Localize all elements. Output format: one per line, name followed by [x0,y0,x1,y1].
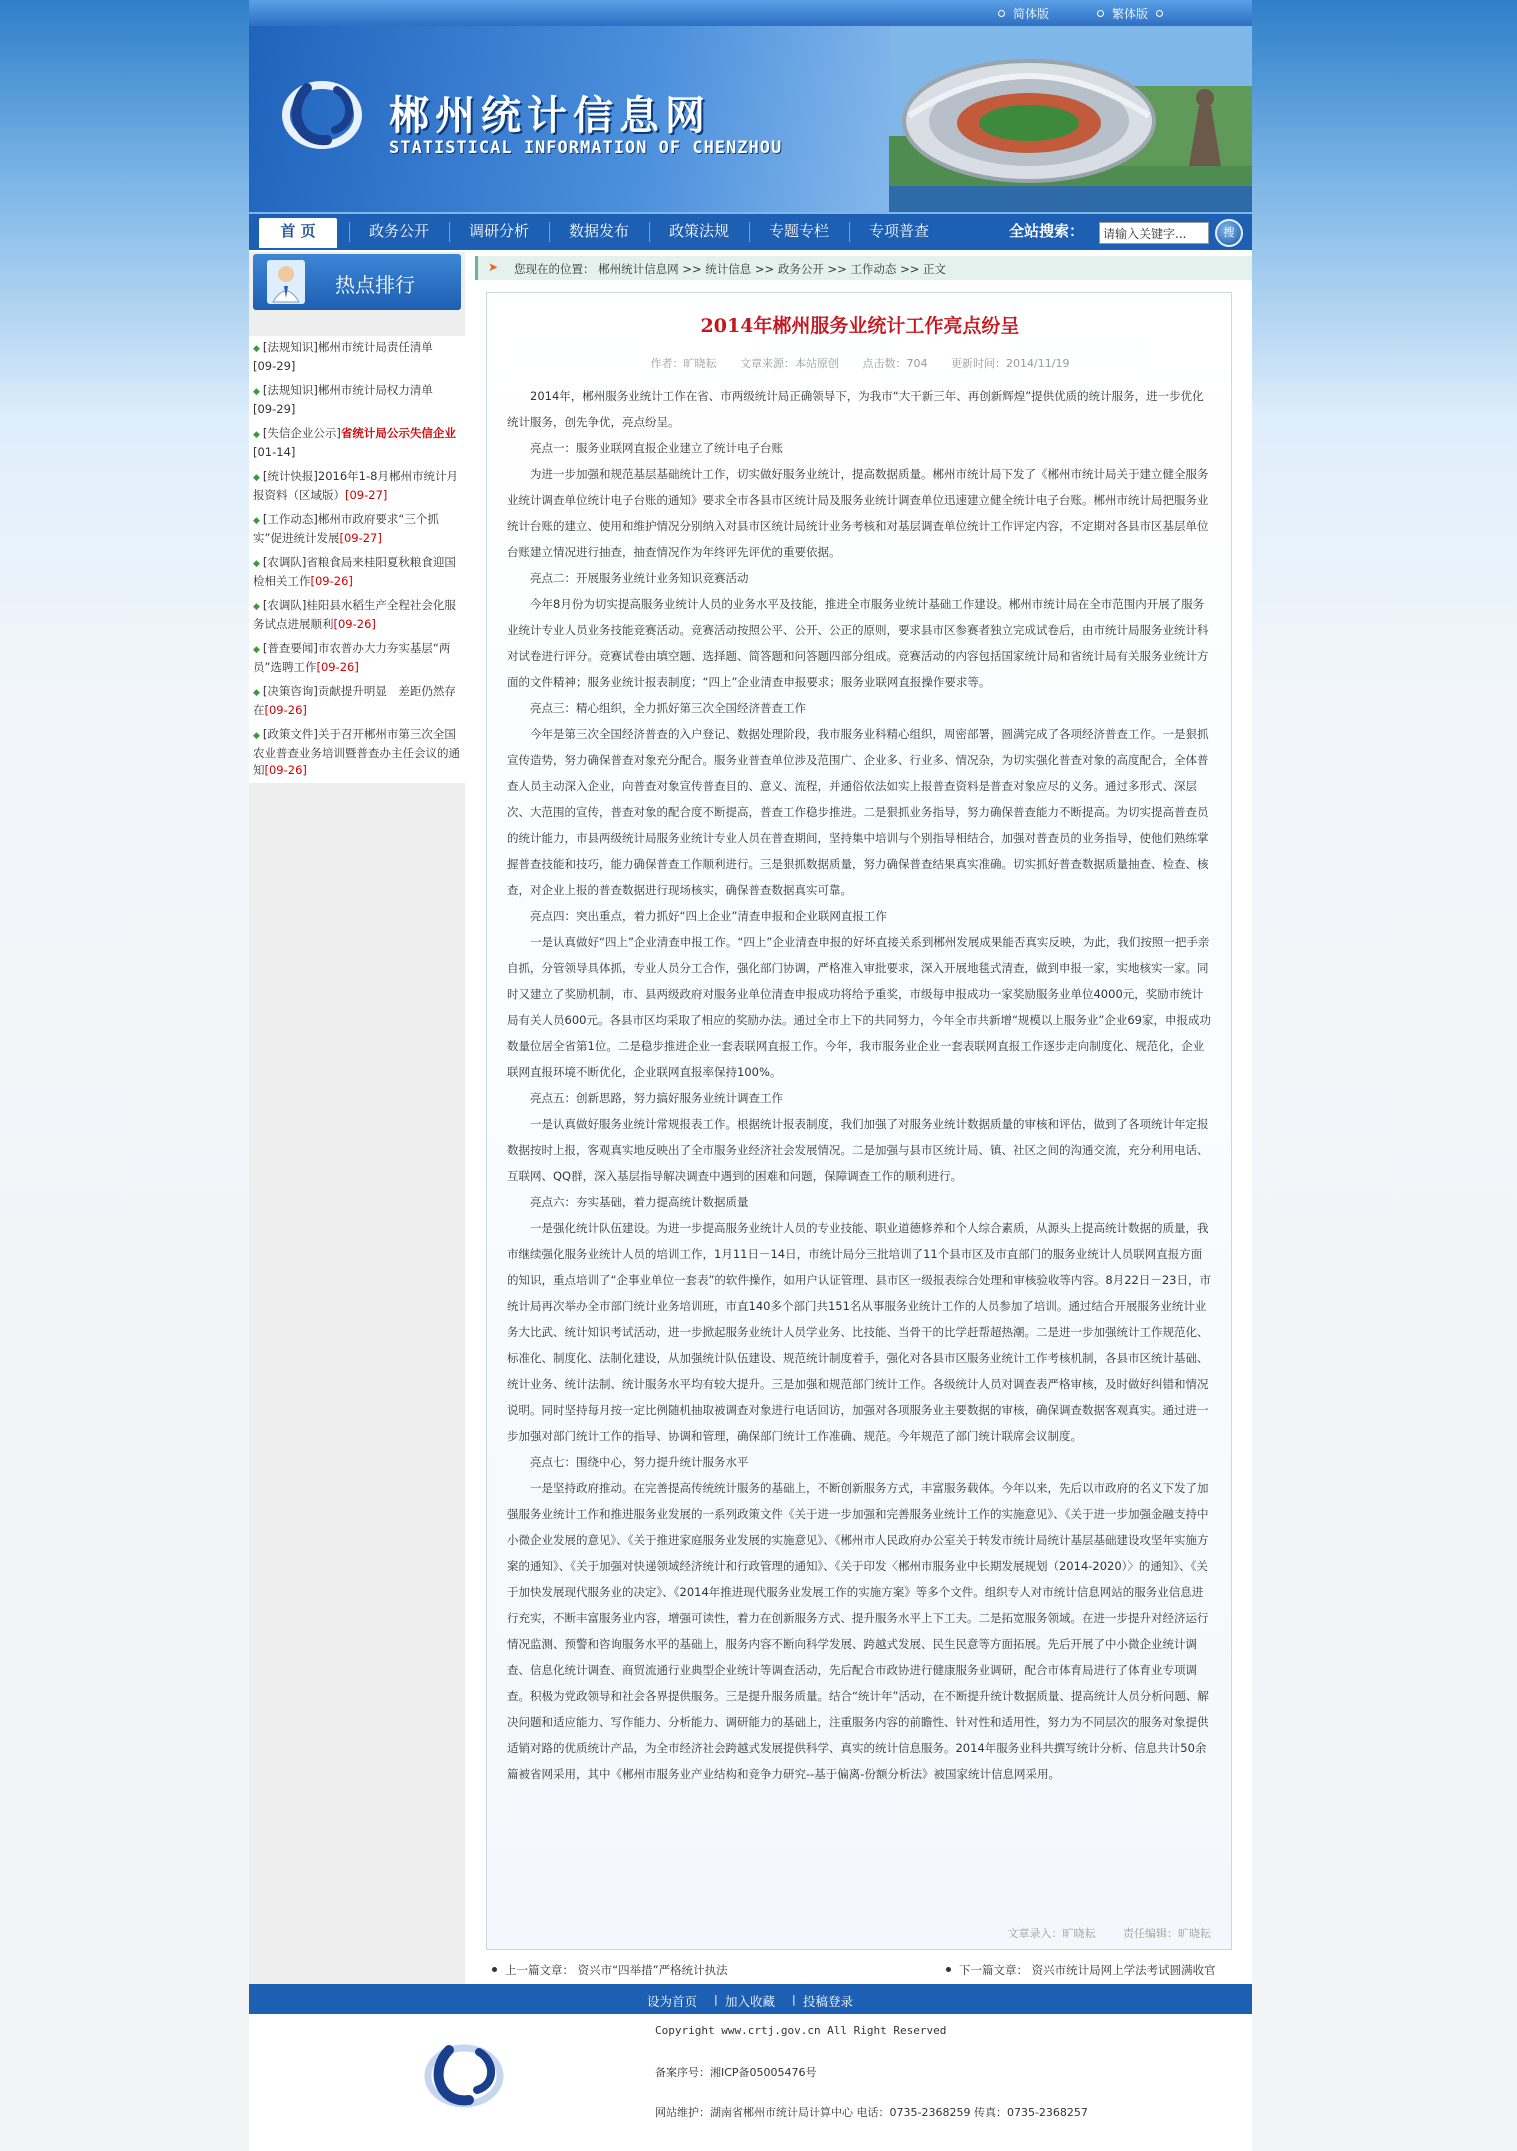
stadium-image [889,26,1252,212]
article-container [486,292,1232,1950]
nav-item-home[interactable]: 首 页 [259,218,337,248]
article-paragraph: 亮点二：开展服务业统计业务知识竞赛活动 [530,571,749,585]
add-favorite-link[interactable]: 加入收藏 [725,1994,776,2009]
site-logo-icon [277,68,367,158]
search-label: 全站搜索： [1009,222,1085,240]
arrow-icon: ◆ [253,473,260,483]
article-author: 作者：旷晓耘 [650,357,717,370]
article-paragraph: 一是坚持政府推动。在完善提高传统统计服务的基础上，不断创新服务方式，丰富服务载体。今年以来，先后以市政府的名义下发了加强服务业统计工作和推进服务业发展的一系列政策文件《关于进一步加强和完善服务业统计工作的实施意见》、《关于进一步加强金融支持中小微企业发展的意见》、《关于推进家庭服务业发展的实施意见》、《郴州市人民政府办公室关于转发市统计局统计基层基础建设攻坚年实施方案的通知》、《关于加强对快递领域经济统计和行政管理的通知》、《关于印发〈郴州市服务业中长期发展规划（2014-2020）〉的通知》、《关于加快发展现代服务业的决定》、《2014年推进现代服务业发展工作的实施方案》等多个文件。组织专人对市统计信息网站的服务业信息进行充实，不断丰富服务业内容，增强可读性，着力在创新服务方式、提升服务水平上下工夫。二是拓宽服务领域。在进一步提升对经济运行情况监测、预警和咨询服务水平的基础上，服务内容不断向科学发展、跨越式发展、民生民意等方面拓展。先后开展了中小微企业统计调查、信息化统计调查、商贸流通行业典型企业统计等调查活动，先后配合市政协进行健康服务业调研，配合市体育局进行了体育业专项调查。积极为党政领导和社会各界提供服务。三是提升服务质量。结合“统计年”活动，在不断提升统计数据质量、提高统计人员分析问题、解决问题和适应能力、写作能力、分析能力、调研能力的基础上，注重服务内容的前瞻性、针对性和适用性，努力为不同层次的服务对象提供适销对路的优质统计产品，为全市经济社会跨越式发展提供科学、真实的统计信息服务。2014年服务业科共撰写统计分析、信息共计50余篇被省网采用，其中《郴州市服务业产业结构和竞争力研究--基于偏离-份额分析法》被国家统计信息网采用。 [507,1481,1209,1781]
next-article-link[interactable]: 下一篇文章： 资兴市统计局网上学法考试圆满收官 [946,1962,1216,1978]
site-subtitle: STATISTICAL INFORMATION OF CHENZHOU [389,138,783,158]
article-paragraph: 亮点六：夯实基础，着力提高统计数据质量 [530,1195,749,1209]
arrow-icon: ◆ [253,688,260,698]
bullet-icon [492,1967,497,1972]
set-homepage-link[interactable]: 设为首页 [647,1994,698,2009]
article-body [507,383,1213,1787]
user-avatar-icon [265,258,307,306]
article-paragraph: 一是认真做好服务业统计常规报表工作。根据统计报表制度，我们加强了对服务业统计数据质量的审核和评估，做到了各项统计年定报数据按时上报，客观真实地反映出了全市服务业经济社会发展情况。二是加强与县市区统计局、镇、社区之间的沟通交流，充分利用电话、互联网、QQ群，深入基层指导解决调查中遇到的困难和问题，保障调查工作的顺利进行。 [507,1117,1209,1183]
article-source: 文章来源：本站原创 [740,357,840,370]
list-item[interactable]: ◆ [普查要闻]市农普办大力夯实基层“两员”选聘工作[09-26] [253,641,451,674]
search-input[interactable] [1099,222,1209,244]
footer-separator: | [714,1993,718,2006]
breadcrumb-current: 正文 [923,262,947,276]
arrow-icon: ◆ [253,344,260,354]
double-chevron-icon: >> [900,262,924,276]
footer-bar [249,1984,1252,2014]
arrow-icon: ◆ [253,430,260,440]
article-paragraph: 亮点七：围绕中心，努力提升统计服务水平 [530,1455,749,1469]
nav-item-gov-affairs[interactable]: 政务公开 [368,222,429,240]
article-paragraph: 2014年，郴州服务业统计工作在省、市两级统计局正确领导下，为我市“大干新三年、再创新辉煌”提供优质的统计服务，进一步优化统计服务，创先争优，亮点纷呈。 [507,389,1204,429]
bullet-icon [946,1967,951,1972]
nav-item-policy[interactable]: 政策法规 [668,222,729,240]
article-title: 2014年郴州服务业统计工作亮点纷呈 [700,315,1020,337]
circle-icon [1156,10,1163,17]
article-paragraph: 为进一步加强和规范基层基础统计工作，切实做好服务业统计，提高数据质量。郴州市统计局下发了《郴州市统计局关于建立健全服务业统计调查单位统计电子台账的通知》要求全市各县市区统计局及服务业统计调查单位迅速建立健全统计电子台账。郴州市统计局把服务业统计台账的建立、使用和维护情况分别纳入对县市区统计局统计业务考核和对基层调查单位统计工作评定内容，不定期对各县市区基层单位台账建立情况进行抽查，抽查情况作为年终评先评优的重要依据。 [507,467,1209,559]
nav-item-data-release[interactable]: 数据发布 [568,222,629,240]
list-item[interactable]: ◆ [农调队]桂阳县水稻生产全程社会化服务试点进展顺利[09-26] [253,598,456,631]
breadcrumb-link[interactable]: 工作动态 [850,262,897,276]
list-item[interactable]: ◆ [工作动态]郴州市政府要求“三个抓实”促进统计发展[09-27] [253,512,439,545]
top-bar [249,0,1252,26]
article-editor-line: 文章录入：旷晓耘 责任编辑：旷晓耘 [1007,1927,1211,1940]
arrow-icon: ◆ [253,559,260,569]
footer-separator: | [792,1993,796,2006]
circle-icon [1097,10,1104,17]
list-item[interactable]: ◆ [统计快报]2016年1-8月郴州市统计月报资料（区域版）[09-27] [253,469,458,502]
arrow-icon: ◆ [253,387,260,397]
article-paragraph: 亮点三：精心组织，全力抓好第三次全国经济普查工作 [530,701,806,715]
nav-item-census[interactable]: 专项普查 [868,222,929,240]
nav-item-special-column[interactable]: 专题专栏 [768,222,829,240]
breadcrumb-link[interactable]: 统计信息 [705,262,752,276]
sidebar [249,252,465,1984]
arrow-icon: ◆ [253,516,260,526]
list-item[interactable]: ◆ [法规知识]郴州市统计局权力清单 [09-29] [253,383,433,416]
article-paragraph: 一是强化统计队伍建设。为进一步提高服务业统计人员的专业技能、职业道德修养和个人综合素质，从源头上提高统计数据的质量，我市继续强化服务业统计人员的培训工作，1月11日－14日，市统计局分三批培训了11个县市区及市直部门的服务业统计人员联网直报方面的知识，重点培训了“企事业单位一套表”的软件操作，如用户认证管理、县市区一级报表综合处理和审核验收等内容。8月22日－23日，市统计局再次举办全市部门统计业务培训班，市直140多个部门共151名从事服务业统计工作的人员参加了培训。通过结合开展服务业统计业务大比武、统计知识考试活动，进一步掀起服务业统计人员学业务、比技能、当骨干的比学赶帮超热潮。二是进一步加强统计工作规范化、标准化、制度化、法制化建设，从加强统计队伍建设、规范统计制度着手，强化对各县市区服务业统计工作考核机制，各县市区统计基础、统计业务、统计法制、统计服务水平均有较大提升。三是加强和规范部门统计工作。各级统计人员对调查表严格审核，及时做好纠错和情况说明。同时坚持每月按一定比例随机抽取被调查对象进行电话回访，加强对各项服务业主要数据的审核，确保调查数据客观真实。通过进一步加强对部门统计工作的指导、协调和管理，确保部门统计工作准确、规范。今年规范了部门统计联席会议制度。 [507,1221,1211,1443]
article-paragraph: 今年8月份为切实提高服务业统计人员的业务水平及技能，推进全市服务业统计基础工作建设。郴州市统计局在全市范围内开展了服务业统计专业人员业务技能竞赛活动。竞赛活动按照公平、公开、公正的原则，要求县市区参赛者独立完成试卷后，由市统计局服务业统计科对试卷进行评分。竞赛试卷由填空题、选择题、简答题和问答题四部分组成。竞赛活动的内容包括国家统计局和省统计局有关服务业统计方面的文件精神；服务业统计报表制度；“四上”企业清查申报要求；服务业联网直报操作要求等。 [507,597,1209,689]
article-updated: 更新时间：2014/11/19 [951,357,1070,370]
list-item[interactable]: ◆ [政策文件]关于召开郴州市第三次全国农业普查业务培训暨普查办主任会议的通知[09-26] [253,727,460,777]
main-nav [249,212,1252,250]
circle-icon [998,10,1005,17]
article-paragraph: 亮点一：服务业联网直报企业建立了统计电子台账 [530,441,783,455]
header-banner [249,26,1252,212]
hot-ranking-list [249,336,465,783]
footer-logo-icon [419,2034,509,2116]
nav-item-research[interactable]: 调研分析 [468,222,529,240]
double-chevron-icon: >> [827,262,851,276]
arrow-icon: ◆ [253,602,260,612]
arrow-icon: ◆ [253,645,260,655]
footer-copyright: Copyright www.crtj.gov.cn All Right Reserved [655,2024,947,2037]
lang-traditional-link[interactable]: 繁体版 [1097,5,1163,22]
hot-ranking-title: 热点排行 [335,273,415,297]
breadcrumb-text: 您现在的位置： 郴州统计信息网 >> 统计信息 >> 政务公开 >> 工作动态 >> 正文 [514,262,947,276]
hot-ranking-header [253,254,461,310]
search-button[interactable]: 搜 [1215,219,1243,247]
site-title: 郴州统计信息网 [389,93,711,139]
prev-article-link[interactable]: 上一篇文章： 资兴市“四举措”严格统计执法 [492,1962,728,1978]
arrow-right-icon: ➤ [488,260,499,274]
submit-login-link[interactable]: 投稿登录 [803,1994,854,2009]
double-chevron-icon: >> [682,262,706,276]
arrow-icon: ◆ [253,731,260,741]
lang-simplified-link[interactable]: 简体版 [998,5,1049,22]
article-clicks: 点击数：704 [862,357,928,370]
list-item[interactable]: ◆ [决策咨询]贡献提升明显 差距仍然存在[09-26] [253,684,456,717]
article-meta [487,355,1233,371]
breadcrumb-link[interactable]: 政务公开 [777,262,824,276]
footer-maintainer: 网站维护：湖南省郴州市统计局计算中心 电话：0735-2368259 传真：0735-2368257 [655,2106,1088,2119]
article-paragraph: 亮点四：突出重点，着力抓好“四上企业”清查申报和企业联网直报工作 [530,909,887,923]
breadcrumb [475,256,1252,280]
footer-icp: 备案序号：湘ICP备05005476号 [655,2066,817,2079]
breadcrumb-link[interactable]: 郴州统计信息网 [598,262,679,276]
double-chevron-icon: >> [754,262,778,276]
list-item[interactable]: ◆ [法规知识]郴州市统计局责任清单 [09-29] [253,340,433,373]
article-paragraph: 一是认真做好“四上”企业清查申报工作。“四上”企业清查申报的好坏直接关系到郴州发展成果能否真实反映，为此，我们按照一把手亲自抓，分管领导具体抓，专业人员分工合作，强化部门协调，严格准入审批要求，深入开展地毯式清查，做到申报一家，实地核实一家。同时又建立了奖励机制，市、县两级政府对服务业单位清查申报成功将给予重奖，市级每申报成功一家奖励服务业单位4000元，奖励市统计局有关人员600元。各县市区均采取了相应的奖励办法。通过全市上下的共同努力，今年全市共新增“规模以上服务业”企业69家，申报成功数量位居全省第1位。二是稳步推进企业一套表联网直报工作。今年，我市服务业企业一套表联网直报工作逐步走向制度化、规范化，企业联网直报环境不断优化，企业联网直报率保持100%。 [507,935,1211,1079]
list-item[interactable]: ◆ [失信企业公示]省统计局公示失信企业[01-14] [253,426,456,459]
article-paragraph: 亮点五：创新思路，努力搞好服务业统计调查工作 [530,1091,783,1105]
article-paragraph: 今年是第三次全国经济普查的入户登记、数据处理阶段，我市服务业科精心组织，周密部署，圆满完成了各项经济普查工作。一是狠抓宣传造势，努力确保普查对象充分配合。服务业普查单位涉及范围广、企业多、行业多、情况杂，为切实强化普查对象的高度配合，全体普查人员主动深入企业，向普查对象宣传普查目的、意义、流程，并通俗依法如实上报普查资料是普查对象应尽的义务。通过多形式、深层次、大范围的宣传，普查对象的配合度不断提高，普查工作稳步推进。二是狠抓业务指导，努力确保普查能力不断提高。为切实提高普查员的统计能力，市县两级统计局服务业统计专业人员在普查期间，坚持集中培训与个别指导相结合，加强对普查员的业务指导，使他们熟练掌握普查技能和技巧，能力确保普查工作顺利进行。三是狠抓数据质量，努力确保普查结果真实准确。切实抓好普查数据质量抽查、检查、核查，对企业上报的普查数据进行现场核实，确保普查数据真实可靠。 [507,727,1209,897]
page-wrapper [249,0,1252,2151]
list-item[interactable]: ◆ [农调队]省粮食局来桂阳夏秋粮食迎国检相关工作[09-26] [253,555,456,588]
prev-next-nav [486,1960,1252,1980]
